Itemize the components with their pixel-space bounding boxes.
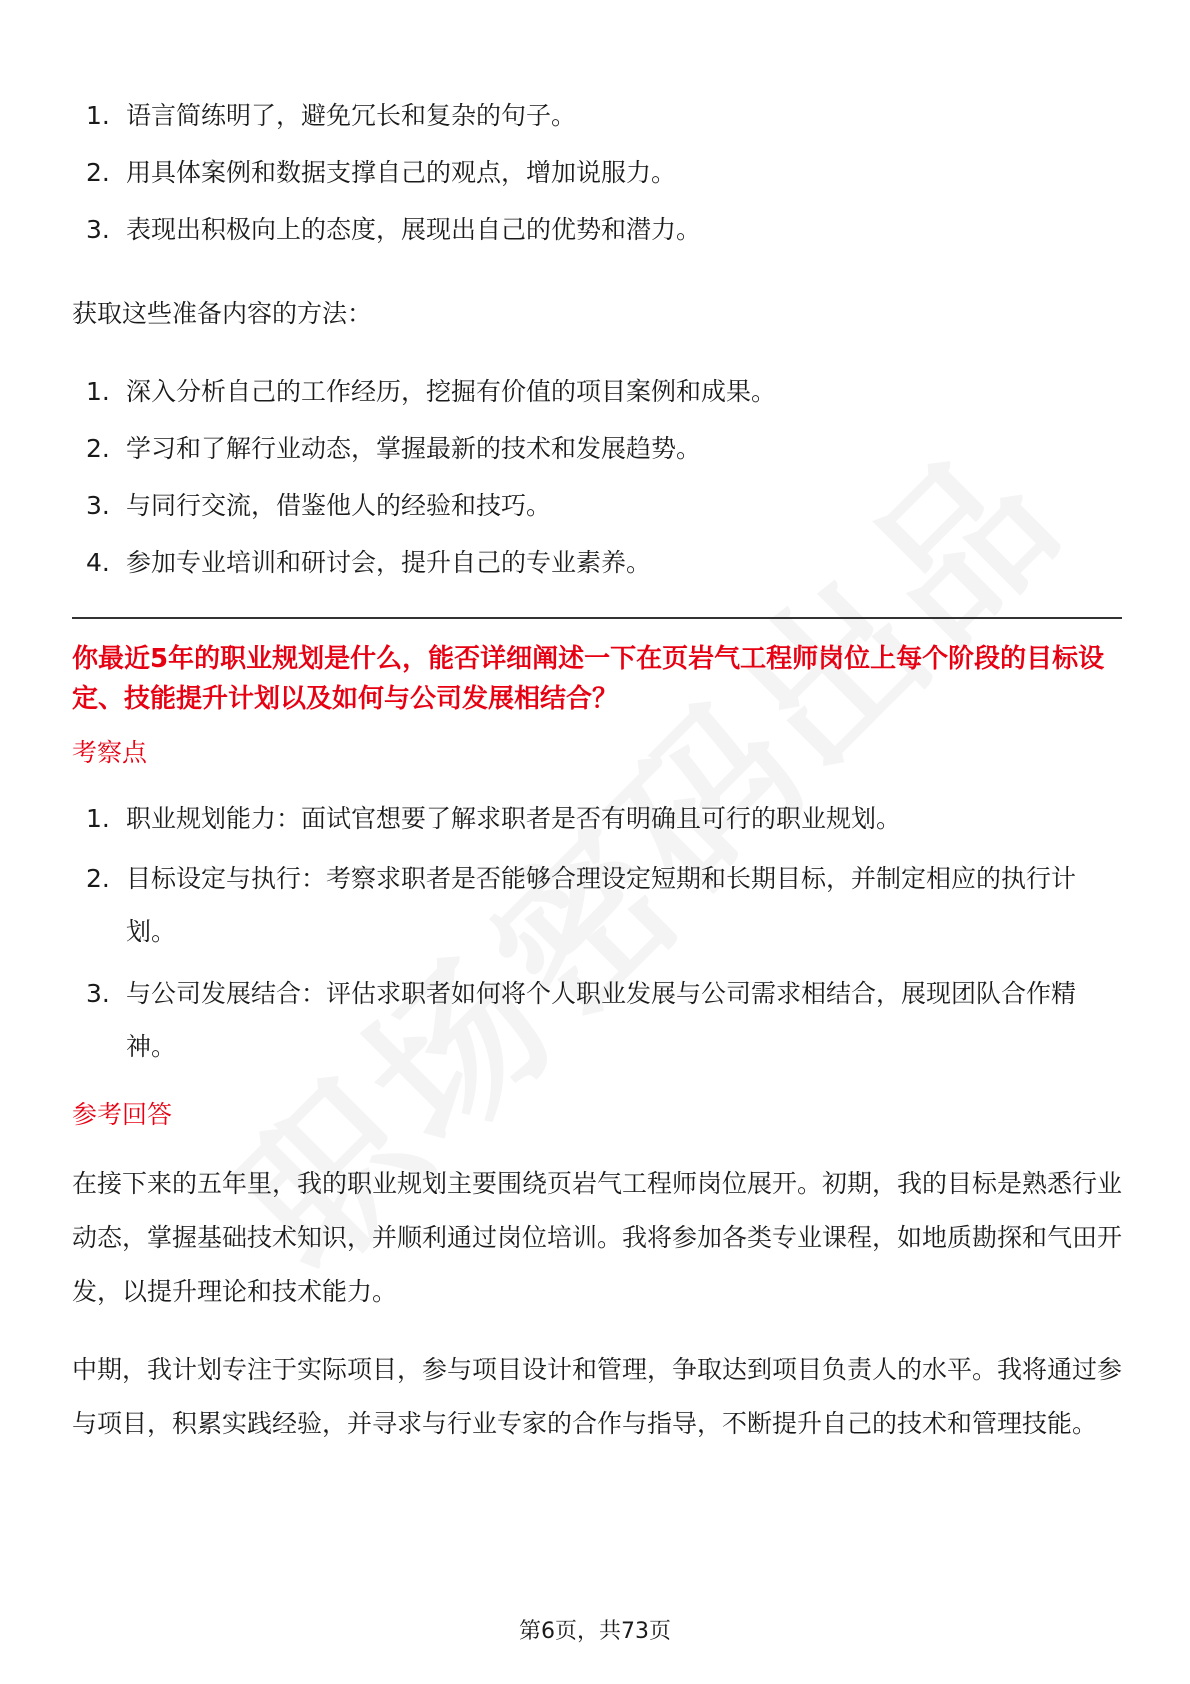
list-item (72, 425, 1122, 473)
list-number: 3. (86, 491, 110, 520)
list-number: 3. (86, 215, 110, 244)
answer-paragraph: 中期，我计划专注于实际项目，参与项目设计和管理，争取达到项目负责人的水平。我将通过参与项目，积累实践经验，并寻求与行业专家的合作与指导，不断提升自己的技术和管理技能。 (72, 1355, 1123, 1438)
list-text: 用具体案例和数据支撑自己的观点，增加说服力。 (126, 158, 677, 187)
list-number: 4. (86, 548, 110, 577)
list-number: 2. (86, 158, 110, 187)
list-text: 表现出积极向上的态度，展现出自己的优势和潜力。 (126, 215, 702, 244)
list-item (72, 149, 1122, 197)
list-text: 与同行交流，借鉴他人的经验和技巧。 (126, 491, 552, 520)
list-number: 1. (86, 101, 110, 130)
list-text: 学习和了解行业动态，掌握最新的技术和发展趋势。 (126, 434, 702, 463)
list-text: 深入分析自己的工作经历，挖掘有价值的项目案例和成果。 (126, 377, 777, 406)
list-text: 目标设定与执行：考察求职者是否能够合理设定短期和长期目标，并制定相应的执行计划。 (126, 864, 1077, 946)
list-item (72, 539, 1122, 587)
answer-paragraph: 在接下来的五年里，我的职业规划主要围绕页岩气工程师岗位展开。初期，我的目标是熟悉行业动态，掌握基础技术知识，并顺利通过岗位培训。我将参加各类专业课程，如地质勘探和气田开发，以提升理论和技术能力。 (72, 1169, 1123, 1306)
list-text: 参加专业培训和研讨会，提升自己的专业素养。 (126, 548, 652, 577)
list-number: 2. (86, 864, 110, 893)
page-footer: 第6页，共73页 (519, 1619, 671, 1644)
exam-points-heading: 考察点 (72, 738, 148, 767)
list-item (72, 852, 1122, 958)
list-number: 3. (86, 979, 110, 1008)
list-item (72, 206, 1122, 254)
list-text: 语言简练明了，避免冗长和复杂的句子。 (126, 101, 577, 130)
list-number: 1. (86, 804, 110, 833)
list-item (72, 368, 1122, 416)
list-item (72, 482, 1122, 530)
methods-heading: 获取这些准备内容的方法： (72, 299, 373, 328)
interview-question: 你最近5年的职业规划是什么，能否详细阐述一下在页岩气工程师岗位上每个阶段的目标设定、技能提升计划以及如何与公司发展相结合？ (72, 644, 1105, 714)
list-item (72, 795, 1122, 843)
list-number: 2. (86, 434, 110, 463)
answer-heading: 参考回答 (72, 1100, 173, 1129)
exam-points-list (72, 795, 1122, 1073)
list-text: 职业规划能力：面试官想要了解求职者是否有明确且可行的职业规划。 (126, 804, 902, 833)
document-content (72, 92, 1122, 1451)
methods-list (72, 368, 1122, 587)
list-item (72, 967, 1122, 1073)
section-divider (72, 617, 1122, 619)
list-number: 1. (86, 377, 110, 406)
list-item (72, 92, 1122, 140)
list-text: 与公司发展结合：评估求职者如何将个人职业发展与公司需求相结合，展现团队合作精神。 (126, 979, 1077, 1061)
tips-list (72, 92, 1122, 254)
